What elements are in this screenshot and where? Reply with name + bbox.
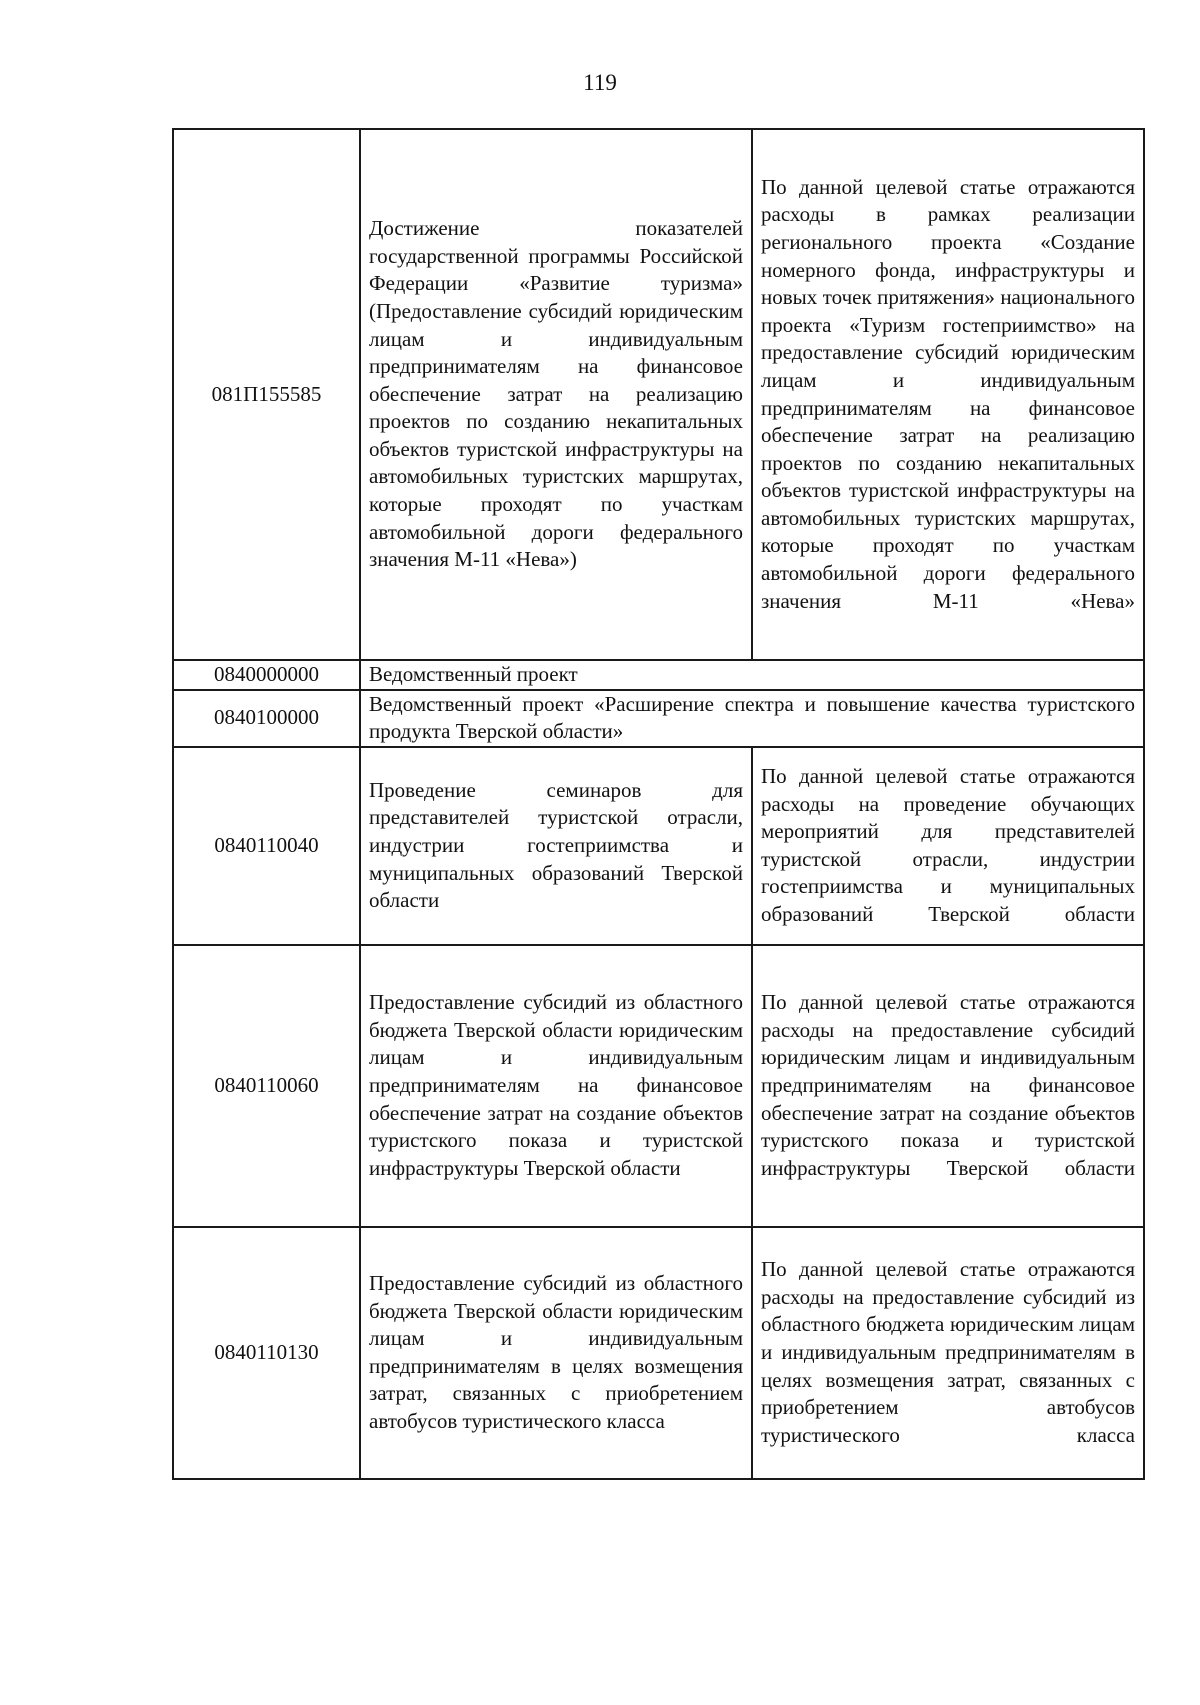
row-code: 081П155585 (173, 129, 360, 660)
table-row (173, 660, 1144, 690)
table-row (173, 747, 1144, 945)
row-description: По данной целевой статье отражаются расходы на предоставление субсидий юридическим лицам и индивидуальным предпринимателям на финансовое обеспечение затрат на создание объектов туристского показа и туристской инфраструктуры Тверской области (752, 945, 1144, 1227)
budget-table (172, 128, 1145, 1480)
row-name: Проведение семинаров для представителей туристской отрасли, индустрии гостеприимства и муниципальных образований Тверской области (360, 747, 752, 945)
row-code: 0840110040 (173, 747, 360, 945)
row-description: По данной целевой статье отражаются расходы на предоставление субсидий из областного бюджета юридическим лицам и индивидуальным предпринимателям в целях возмещения затрат, связанных с приобретением автобусов туристического класса (752, 1227, 1144, 1479)
table-row (173, 1227, 1144, 1479)
page-number: 119 (583, 70, 617, 95)
row-description: По данной целевой статье отражаются расходы на проведение обучающих мероприятий для представителей туристской отрасли, индустрии гостеприимства и муниципальных образований Тверской области (752, 747, 1144, 945)
row-description: По данной целевой статье отражаются расходы в рамках реализации регионального проекта «Создание номерного фонда, инфраструктуры и новых точек притяжения» национального проекта «Туризм гостеприимство» на предоставление субсидий юридическим лицам и индивидуальным предпринимателям на финансовое обеспечение затрат на реализацию проектов по созданию некапитальных объектов туристской инфраструктуры на автомобильных туристских маршрутах, которые проходят по участкам автомобильной дороги федерального значения М-11 «Нева» (752, 129, 1144, 660)
row-code: 0840100000 (173, 690, 360, 747)
row-name: Достижение показателей государственной программы Российской Федерации «Развитие туризма» (Предоставление субсидий юридическим лицам и индивидуальным предпринимателям на финансовое обеспечение затрат на реализацию проектов по созданию некапитальных объектов туристской инфраструктуры на автомобильных туристских маршрутах, которые проходят по участкам автомобильной дороги федерального значения М-11 «Нева») (360, 129, 752, 660)
row-code: 0840000000 (173, 660, 360, 690)
row-name: Ведомственный проект (360, 660, 1144, 690)
row-name: Предоставление субсидий из областного бюджета Тверской области юридическим лицам и индивидуальным предпринимателям в целях возмещения затрат, связанных с приобретением автобусов туристического класса (360, 1227, 752, 1479)
row-name: Предоставление субсидий из областного бюджета Тверской области юридическим лицам и индивидуальным предпринимателям на финансовое обеспечение затрат на создание объектов туристского показа и туристской инфраструктуры Тверской области (360, 945, 752, 1227)
row-code: 0840110130 (173, 1227, 360, 1479)
table-row (173, 945, 1144, 1227)
table-row (173, 690, 1144, 747)
table-row (173, 129, 1144, 660)
row-name: Ведомственный проект «Расширение спектра и повышение качества туристского продукта Тверской области» (360, 690, 1144, 747)
row-code: 0840110060 (173, 945, 360, 1227)
